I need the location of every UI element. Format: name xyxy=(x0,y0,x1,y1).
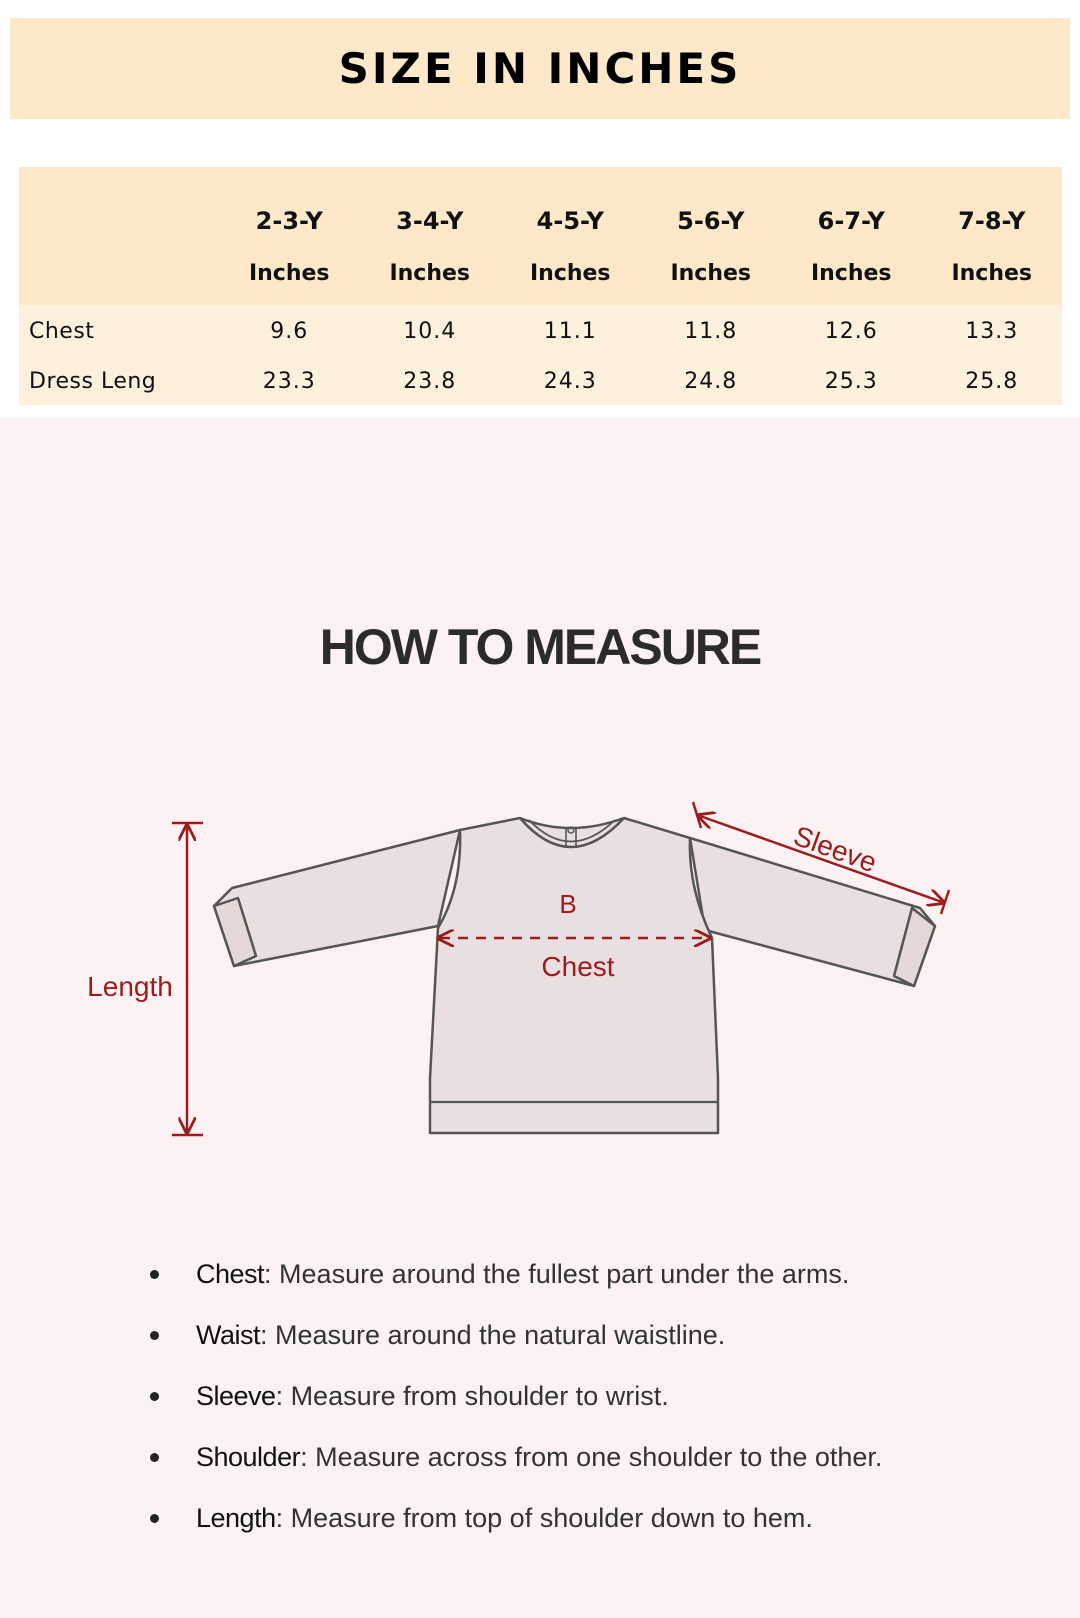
table-cell: 24.8 xyxy=(684,368,738,394)
sleeve-end-tick xyxy=(941,890,949,914)
instruction-list xyxy=(150,1256,882,1561)
table-cell: 11.1 xyxy=(543,318,597,344)
sleeve-label: Sleeve xyxy=(789,819,881,879)
instruction-text: : Measure across from one shoulder to the other. xyxy=(300,1442,883,1472)
bullet-icon xyxy=(150,1514,159,1523)
row-label: Chest xyxy=(29,318,95,344)
list-item xyxy=(150,1378,882,1439)
unit-header: Inches xyxy=(248,260,330,286)
table-cell: 24.3 xyxy=(543,368,597,394)
title-banner xyxy=(10,18,1070,119)
page-title: SIZE IN INCHES xyxy=(338,44,742,93)
chest-letter: B xyxy=(559,889,577,919)
table-row-chest xyxy=(19,305,1062,357)
unit-header: Inches xyxy=(670,260,752,286)
bullet-icon xyxy=(150,1392,159,1401)
section-title: HOW TO MEASURE xyxy=(319,619,761,675)
instruction-text: : Measure from shoulder to wrist. xyxy=(275,1381,669,1411)
table-cell: 9.6 xyxy=(270,318,309,344)
age-header: 6-7-Y xyxy=(817,207,885,235)
instruction-term: Chest xyxy=(196,1259,265,1289)
instruction-term: Sleeve xyxy=(196,1381,276,1411)
how-to-measure-section xyxy=(0,418,1080,1618)
sweater-diagram xyxy=(0,778,1080,1198)
header-corner xyxy=(19,241,219,305)
table-cell: 25.8 xyxy=(965,368,1019,394)
table-cell: 23.3 xyxy=(262,368,316,394)
table-cell: 25.3 xyxy=(824,368,878,394)
table-cell: 12.6 xyxy=(824,318,878,344)
list-item xyxy=(150,1439,882,1500)
instruction-text: : Measure around the natural waistline. xyxy=(260,1320,726,1350)
unit-header: Inches xyxy=(810,260,892,286)
table-cell: 10.4 xyxy=(403,318,457,344)
header-corner xyxy=(19,167,219,241)
bullet-icon xyxy=(150,1270,159,1279)
bullet-icon xyxy=(150,1453,159,1462)
table-cell: 23.8 xyxy=(403,368,457,394)
instruction-text: : Measure from top of shoulder down to hem. xyxy=(275,1503,813,1533)
instruction-text: : Measure around the fullest part under the arms. xyxy=(264,1259,850,1289)
unit-header: Inches xyxy=(389,260,471,286)
age-header: 3-4-Y xyxy=(396,207,464,235)
instruction-term: Waist xyxy=(196,1320,260,1350)
unit-header: Inches xyxy=(951,260,1033,286)
bullet-icon xyxy=(150,1331,159,1340)
age-header: 5-6-Y xyxy=(677,207,745,235)
table-row-dress-length xyxy=(19,357,1062,405)
list-item xyxy=(150,1256,882,1317)
table-cell: 13.3 xyxy=(965,318,1019,344)
row-label: Dress Leng xyxy=(29,368,157,394)
unit-header-row xyxy=(19,241,1062,305)
age-header-row xyxy=(19,167,1062,241)
chest-label: Chest xyxy=(541,951,615,982)
sleeve-start-tick xyxy=(693,802,701,828)
unit-header: Inches xyxy=(529,260,611,286)
size-table xyxy=(19,167,1062,405)
age-header: 2-3-Y xyxy=(255,207,323,235)
list-item xyxy=(150,1500,882,1561)
age-header: 4-5-Y xyxy=(536,207,604,235)
instruction-term: Shoulder xyxy=(196,1442,301,1472)
list-item xyxy=(150,1317,882,1378)
table-cell: 11.8 xyxy=(684,318,738,344)
length-label: Length xyxy=(87,971,173,1002)
age-header: 7-8-Y xyxy=(958,207,1026,235)
instruction-term: Length xyxy=(196,1503,276,1533)
